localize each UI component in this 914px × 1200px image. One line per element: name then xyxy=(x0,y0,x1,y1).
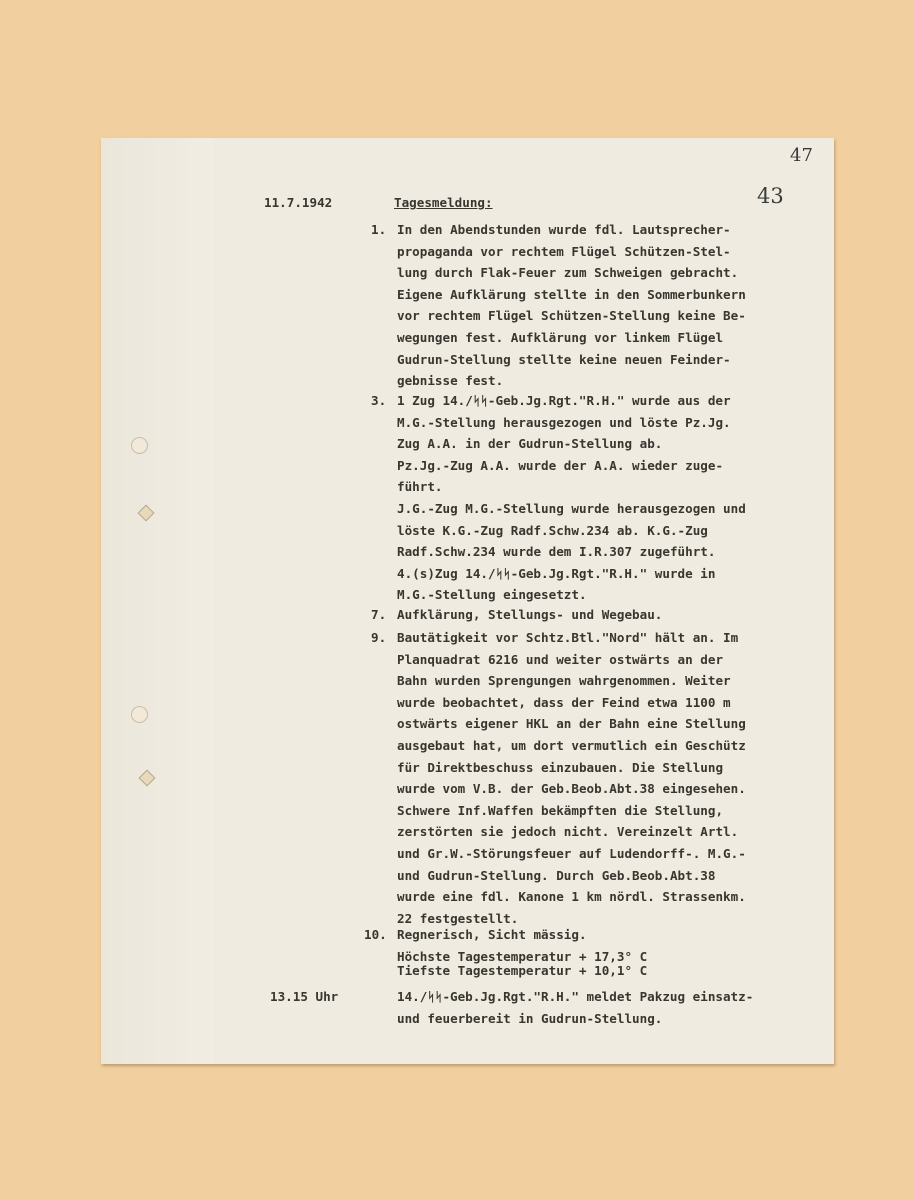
item-text-line: M.G.-Stellung herausgezogen und löste Pz.Jg. xyxy=(397,414,731,430)
item-text-line: wegungen fest. Aufklärung vor linkem Flügel xyxy=(397,330,724,345)
item-text-line: vor rechtem Flügel Schützen-Stellung keine Be- xyxy=(397,308,746,324)
item-text-line: Bahn wurden Sprengungen wahrgenommen. Weiter xyxy=(397,673,731,689)
item-text-line: ausgebaut hat, um dort vermutlich ein Geschütz xyxy=(397,738,746,753)
min-temperature: Tiefste Tagestemperatur + 10,1° C xyxy=(397,963,648,978)
item-text-line: und Gudrun-Stellung. Durch Geb.Beob.Abt.38 xyxy=(397,867,716,883)
punch-hole xyxy=(131,706,148,723)
item-text-line: propaganda vor rechtem Flügel Schützen-Stel- xyxy=(397,243,731,259)
page-number-stamp: 47 xyxy=(790,145,813,166)
item-text-line: wurde vom V.B. der Geb.Beob.Abt.38 eingesehen. xyxy=(397,781,746,797)
item-text-line: gebnisse fest. xyxy=(397,373,504,389)
entry-text-line: und feuerbereit in Gudrun-Stellung. xyxy=(397,1010,663,1026)
item-text-line: 1 Zug 14./ᛋᛋ-Geb.Jg.Rgt."R.H." wurde aus der xyxy=(397,393,731,408)
item-text-line: zerstörten sie jedoch nicht. Vereinzelt Artl. xyxy=(397,824,739,840)
item-number: 9. xyxy=(371,630,387,645)
item-text-line: wurde eine fdl. Kanone 1 km nördl. Strassenkm. xyxy=(397,889,746,905)
punch-hole xyxy=(131,437,148,454)
item-text-line: und Gr.W.-Störungsfeuer auf Ludendorff-. M.G.- xyxy=(397,846,746,861)
item-text-line: Regnerisch, Sicht mässig. xyxy=(397,927,587,942)
max-temperature: Höchste Tagestemperatur + 17,3° C xyxy=(397,949,648,964)
item-text-line: Planquadrat 6216 und weiter ostwärts an der xyxy=(397,651,724,667)
item-text-line: Gudrun-Stellung stellte keine neuen Feinder- xyxy=(397,351,731,367)
item-text-line: lung durch Flak-Feuer zum Schweigen gebracht. xyxy=(397,265,739,281)
item-number: 10. xyxy=(364,927,387,942)
item-text-line: Bautätigkeit vor Schtz.Btl."Nord" hält an. Im xyxy=(397,630,739,645)
page-number-secondary: 43 xyxy=(757,184,784,208)
item-text-line: löste K.G.-Zug Radf.Schw.234 ab. K.G.-Zug xyxy=(397,522,708,538)
item-text-line: Schwere Inf.Waffen bekämpften die Stellung, xyxy=(397,802,724,818)
item-text-line: wurde beobachtet, dass der Feind etwa 1100 m xyxy=(397,694,731,710)
item-text-line: führt. xyxy=(397,479,443,495)
entry-text-line: 14./ᛋᛋ-Geb.Jg.Rgt."R.H." meldet Pakzug einsatz- xyxy=(397,989,754,1004)
item-text-line: 22 festgestellt. xyxy=(397,910,519,926)
item-text-line: Eigene Aufklärung stellte in den Sommerbunkern xyxy=(397,286,746,302)
item-text-line: Aufklärung, Stellungs- und Wegebau. xyxy=(397,607,663,622)
item-text-line: Zug A.A. in der Gudrun-Stellung ab. xyxy=(397,436,663,452)
item-number: 7. xyxy=(371,607,387,622)
item-text-line: ostwärts eigener HKL an der Bahn eine Stellung xyxy=(397,716,746,732)
item-number: 3. xyxy=(371,393,387,408)
paper-fold-shade xyxy=(101,138,213,1064)
report-title: Tagesmeldung: xyxy=(394,195,493,210)
item-text-line: Radf.Schw.234 wurde dem I.R.307 zugeführt. xyxy=(397,544,716,560)
item-text-line: J.G.-Zug M.G.-Stellung wurde herausgezogen und xyxy=(397,501,746,516)
item-text-line: In den Abendstunden wurde fdl. Lautsprecher- xyxy=(397,222,731,237)
item-text-line: M.G.-Stellung eingesetzt. xyxy=(397,587,587,603)
entry-time: 13.15 Uhr xyxy=(270,989,339,1004)
item-text-line: 4.(s)Zug 14./ᛋᛋ-Geb.Jg.Rgt."R.H." wurde in xyxy=(397,565,716,581)
item-text-line: Pz.Jg.-Zug A.A. wurde der A.A. wieder zuge- xyxy=(397,457,724,473)
report-date: 11.7.1942 xyxy=(264,195,333,210)
item-number: 1. xyxy=(371,222,387,237)
item-text-line: für Direktbeschuss einzubauen. Die Stellung xyxy=(397,759,724,775)
